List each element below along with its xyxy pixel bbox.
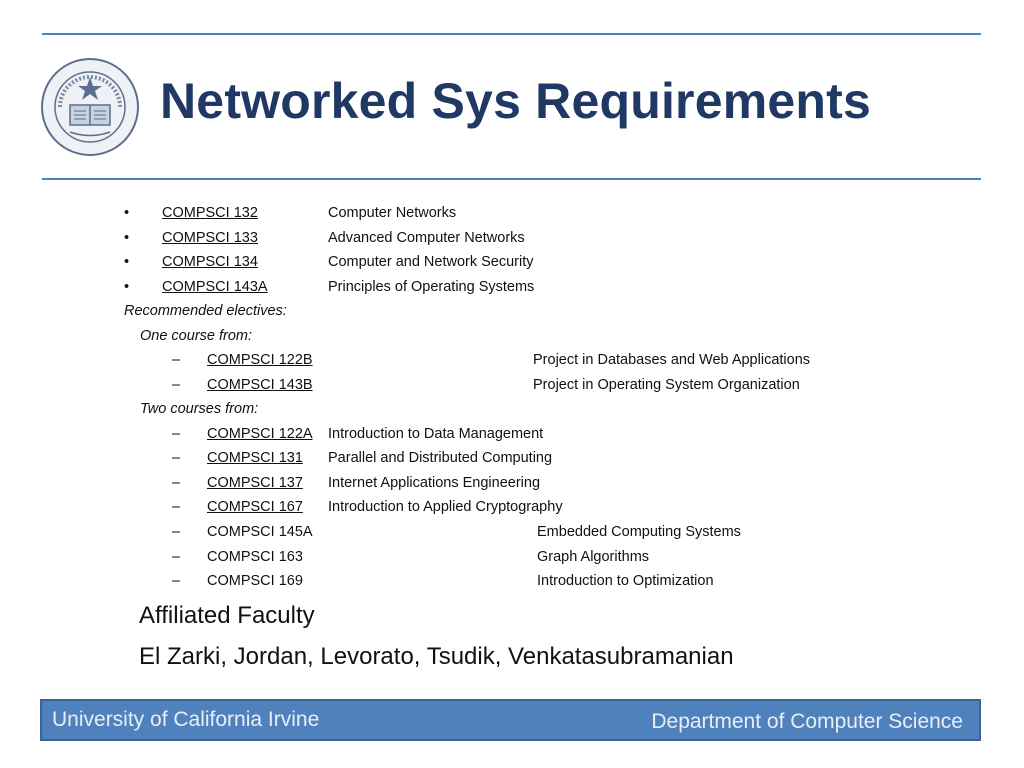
course-code: COMPSCI 169: [207, 573, 303, 589]
course-link-131[interactable]: COMPSCI 131: [207, 450, 303, 466]
dash-icon: –: [172, 450, 181, 466]
dash-icon: –: [172, 573, 181, 589]
title-divider: [42, 178, 981, 180]
uc-irvine-seal-icon: [40, 57, 140, 157]
affiliated-faculty-names: El Zarki, Jordan, Levorato, Tsudik, Venkatasubramanian: [139, 643, 734, 670]
bullet-icon: •: [124, 205, 130, 221]
course-link-122b[interactable]: COMPSCI 122B: [207, 352, 313, 368]
two-courses-heading: Two courses from:: [140, 401, 259, 417]
course-link-167[interactable]: COMPSCI 167: [207, 499, 303, 515]
affiliated-faculty-heading: Affiliated Faculty: [139, 602, 315, 629]
course-description: Introduction to Data Management: [328, 426, 544, 442]
course-description: Computer Networks: [328, 205, 457, 221]
course-description: Parallel and Distributed Computing: [328, 450, 553, 466]
course-description: Principles of Operating Systems: [328, 279, 535, 295]
course-link-133[interactable]: COMPSCI 133: [162, 230, 258, 246]
course-description: Introduction to Applied Cryptography: [328, 499, 563, 515]
course-link-143b[interactable]: COMPSCI 143B: [207, 377, 313, 393]
dash-icon: –: [172, 499, 181, 515]
course-description: Graph Algorithms: [537, 549, 650, 565]
course-link-122a[interactable]: COMPSCI 122A: [207, 426, 313, 442]
course-description: Computer and Network Security: [328, 254, 534, 270]
course-description: Project in Operating System Organization: [533, 377, 800, 393]
footer-university: University of California Irvine: [52, 708, 320, 731]
dash-icon: –: [172, 352, 181, 368]
course-link-137[interactable]: COMPSCI 137: [207, 475, 303, 491]
dash-icon: –: [172, 549, 181, 565]
course-description: Project in Databases and Web Applications: [533, 352, 811, 368]
course-link-134[interactable]: COMPSCI 134: [162, 254, 258, 270]
bullet-icon: •: [124, 254, 130, 270]
course-description: Internet Applications Engineering: [328, 475, 541, 491]
dash-icon: –: [172, 475, 181, 491]
electives-heading: Recommended electives:: [124, 303, 287, 319]
footer-department: Department of Computer Science: [651, 710, 963, 733]
one-course-heading: One course from:: [140, 328, 253, 344]
footer-bar: [40, 699, 981, 741]
course-link-143a[interactable]: COMPSCI 143A: [162, 279, 268, 295]
page-title: Networked Sys Requirements: [160, 73, 871, 129]
top-divider: [42, 33, 981, 35]
course-description: Embedded Computing Systems: [537, 524, 741, 540]
course-code: COMPSCI 163: [207, 549, 303, 565]
course-code: COMPSCI 145A: [207, 524, 313, 540]
dash-icon: –: [172, 377, 181, 393]
bullet-icon: •: [124, 230, 130, 246]
course-description: Advanced Computer Networks: [328, 230, 525, 246]
dash-icon: –: [172, 524, 181, 540]
course-link-132[interactable]: COMPSCI 132: [162, 205, 258, 221]
bullet-icon: •: [124, 279, 130, 295]
course-description: Introduction to Optimization: [537, 573, 714, 589]
dash-icon: –: [172, 426, 181, 442]
